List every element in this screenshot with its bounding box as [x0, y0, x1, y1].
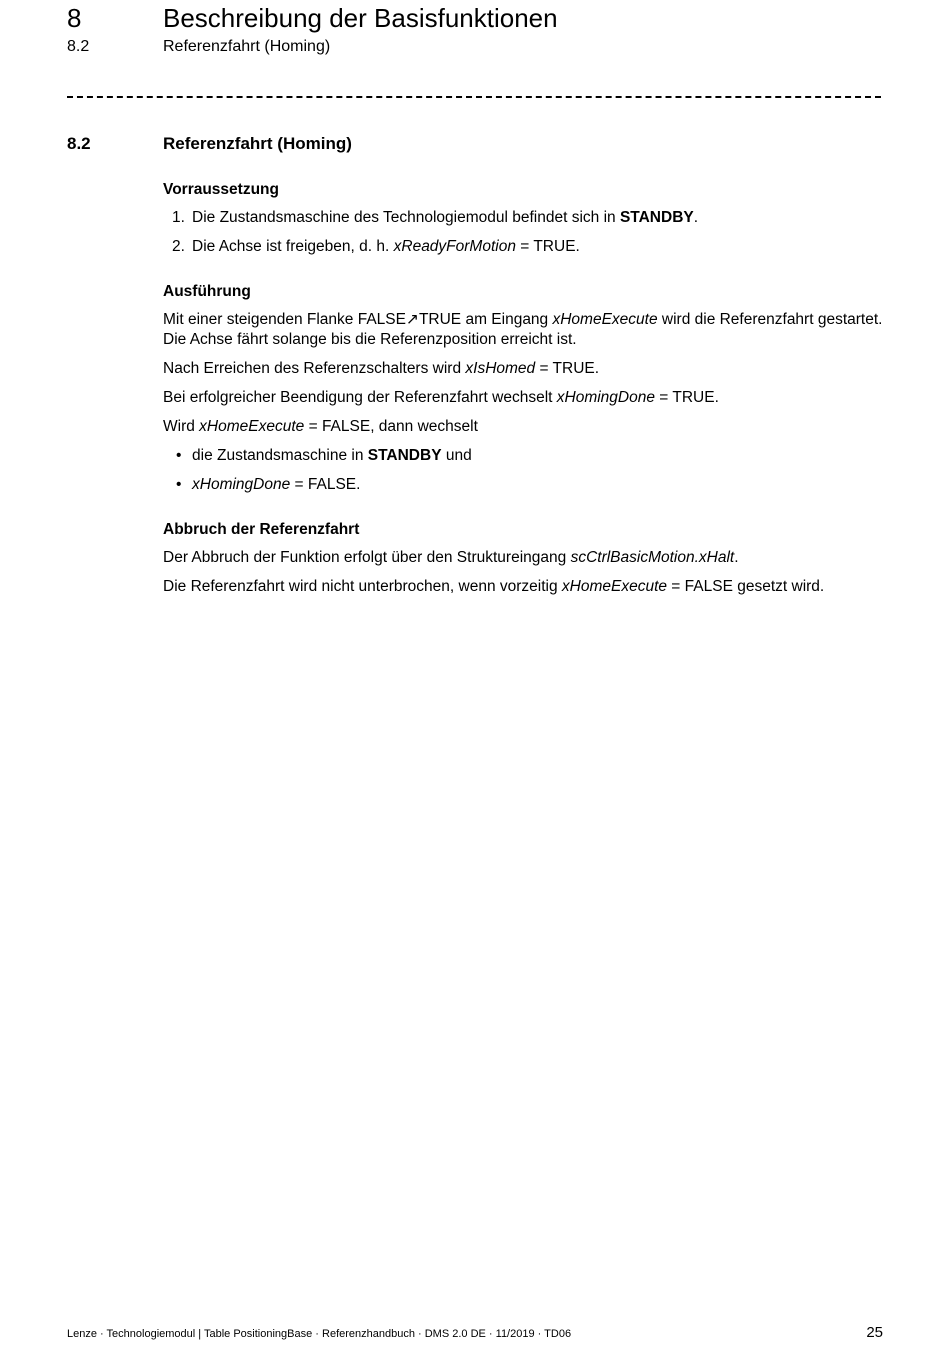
text: Mit einer steigenden Flanke FALSE↗TRUE am Eingang	[163, 311, 553, 328]
variable-name: xHomingDone	[192, 476, 291, 493]
text: = FALSE, dann wechselt	[304, 418, 478, 435]
list-marker: 1.	[172, 209, 185, 226]
text: = FALSE gesetzt wird.	[667, 578, 825, 595]
bullet-marker: •	[176, 476, 182, 493]
text: Bei erfolgreicher Beendigung der Referenzfahrt wechselt	[163, 389, 557, 406]
document-body	[163, 180, 885, 606]
ausfuehrung-bullet-list	[163, 446, 885, 495]
paragraph	[163, 388, 885, 408]
list-text: Die Achse ist freigeben, d. h.	[192, 238, 394, 255]
text: wird die Referenzfahrt gestartet. Die Achse fährt solange bis die Referenzposition erreicht ist.	[163, 311, 883, 348]
variable-name: scCtrlBasicMotion.xHalt	[570, 549, 735, 566]
variable-name: xHomeExecute	[561, 578, 667, 595]
paragraph	[163, 417, 885, 437]
text: Nach Erreichen des Referenzschalters wird	[163, 360, 466, 377]
list-text: = TRUE.	[515, 238, 580, 255]
variable-name: xReadyForMotion	[393, 238, 516, 255]
variable-name: xHomeExecute	[199, 418, 305, 435]
paragraph	[163, 548, 885, 568]
list-text: = FALSE.	[290, 476, 361, 493]
abbruch-heading: Abbruch der Referenzfahrt	[163, 521, 360, 538]
voraussetzung-heading: Vorraussetzung	[163, 181, 279, 198]
list-text: Die Zustandsmaschine des Technologiemodul befindet sich in	[192, 209, 620, 226]
section-number: 8.2	[67, 134, 91, 153]
paragraph	[163, 310, 885, 350]
page-number: 25	[866, 1324, 883, 1341]
header-section-title: Referenzfahrt (Homing)	[163, 38, 331, 55]
voraussetzung-list	[163, 208, 885, 257]
chapter-number: 8	[67, 3, 82, 33]
text: = TRUE.	[654, 389, 719, 406]
ausfuehrung-heading: Ausführung	[163, 283, 251, 300]
list-marker: 2.	[172, 238, 185, 255]
variable-name: xHomingDone	[556, 389, 655, 406]
text: Der Abbruch der Funktion erfolgt über den Struktureingang	[163, 549, 571, 566]
text: .	[734, 549, 739, 566]
paragraph	[163, 577, 885, 597]
text: = TRUE.	[535, 360, 600, 377]
bullet-marker: •	[176, 447, 182, 464]
list-item	[163, 446, 885, 466]
header-divider	[67, 96, 881, 98]
list-text: und	[441, 447, 472, 464]
variable-name: xHomeExecute	[552, 311, 658, 328]
variable-name: xIsHomed	[465, 360, 536, 377]
state-name: STANDBY	[367, 447, 442, 464]
list-item	[163, 237, 885, 257]
section-title: Referenzfahrt (Homing)	[163, 134, 352, 153]
list-item	[163, 208, 885, 228]
state-name: STANDBY	[619, 209, 694, 226]
chapter-title: Beschreibung der Basisfunktionen	[163, 3, 558, 33]
text: Wird	[163, 418, 200, 435]
header-section-number: 8.2	[67, 38, 90, 55]
text: Die Referenzfahrt wird nicht unterbrochen, wenn vorzeitig	[163, 578, 562, 595]
list-text: die Zustandsmaschine in	[192, 447, 368, 464]
footer-text: Lenze · Technologiemodul | Table PositioningBase · Referenzhandbuch · DMS 2.0 DE · 11/2019 · TD06	[67, 1328, 572, 1340]
list-item	[163, 475, 885, 495]
paragraph	[163, 359, 885, 379]
list-text: .	[693, 209, 699, 226]
